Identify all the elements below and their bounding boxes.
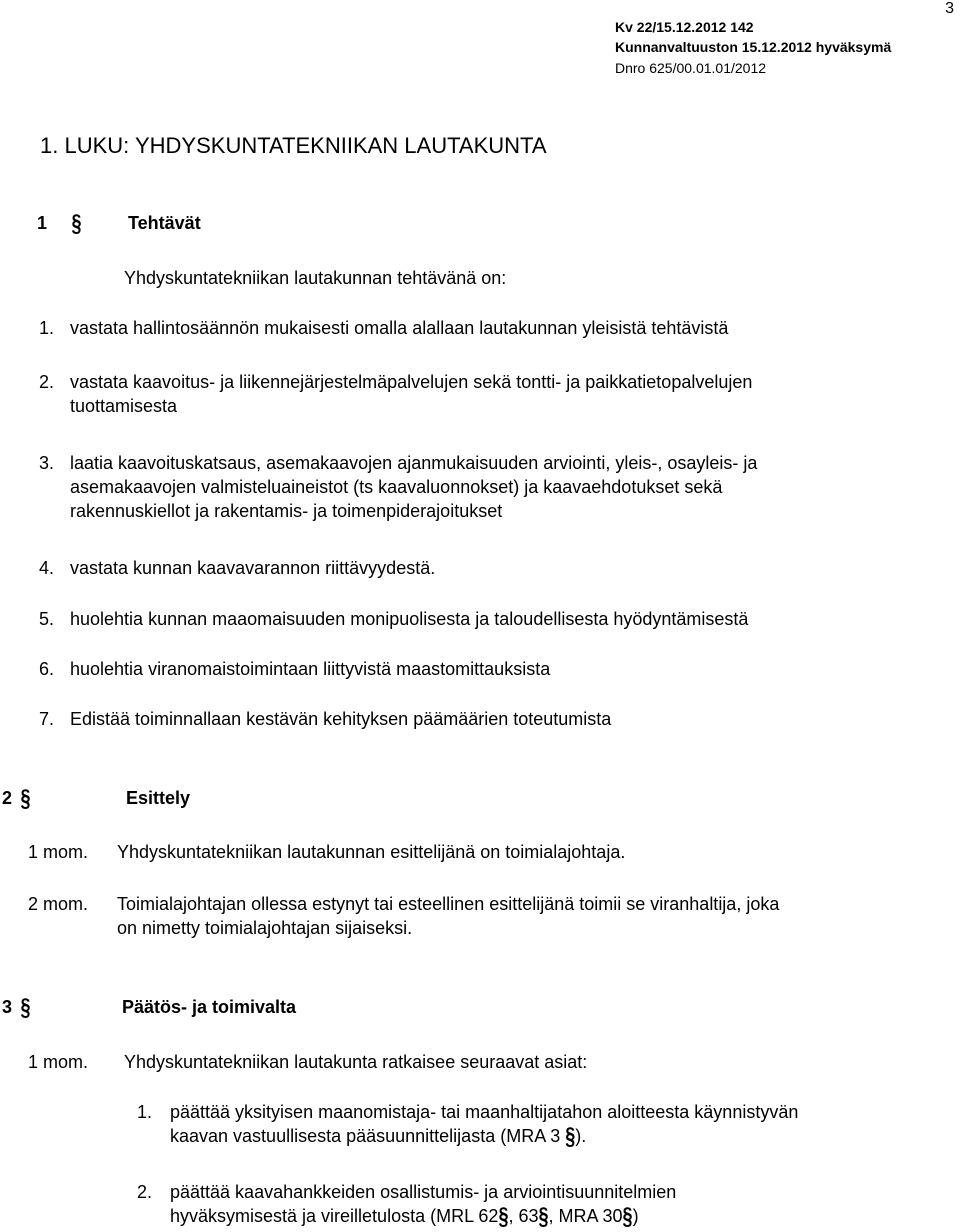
list-item: Edistää toiminnallaan kestävän kehityksen päämäärien toteutumista bbox=[70, 709, 612, 729]
section-2-number-sign: 2 § bbox=[2, 784, 31, 812]
section-3-number-sign: 3 § bbox=[2, 993, 31, 1021]
list-item-num: 5. bbox=[39, 609, 55, 629]
section-1-number-sign: 1 § bbox=[37, 209, 82, 237]
list-item: huolehtia viranomaistoimintaan liittyvistä maastomittauksista bbox=[70, 659, 551, 679]
moment-label: 1 mom. bbox=[28, 1052, 89, 1072]
header-approval-line: Kunnanvaltuuston 15.12.2012 hyväksymä bbox=[615, 39, 892, 55]
header-record-number: Dnro 625/00.01.01/2012 bbox=[615, 60, 767, 76]
list-item-num: 2. bbox=[39, 372, 55, 392]
list-item-num: 3. bbox=[39, 453, 55, 473]
section-sign-icon: § bbox=[20, 784, 31, 812]
section-sign-icon: § bbox=[71, 209, 82, 237]
list-item: vastata kunnan kaavavarannon riittävyydestä. bbox=[70, 558, 436, 578]
moment-text: Toimialajohtajan ollessa estynyt tai esteellinen esittelijänä toimii se viranhaltija, joka on nimetty toimialajohtajan sijaiseksi. bbox=[117, 894, 780, 938]
list-item-num: 4. bbox=[39, 558, 55, 578]
list-item-num: 2. bbox=[137, 1182, 153, 1202]
list-item: huolehtia kunnan maaomaisuuden monipuolisesta ja taloudellisesta hyödyntämisestä bbox=[70, 609, 749, 629]
list-item-num: 6. bbox=[39, 659, 55, 679]
chapter-title: 1. LUKU: YHDYSKUNTATEKNIIKAN LAUTAKUNTA bbox=[40, 133, 547, 158]
list-item-num: 1. bbox=[39, 318, 55, 338]
section-1-title: Tehtävät bbox=[128, 213, 201, 233]
moment-text: Yhdyskuntatekniikan lautakunta ratkaisee seuraavat asiat: bbox=[124, 1052, 588, 1072]
section-sign-icon: § bbox=[498, 1202, 509, 1230]
list-item-num: 7. bbox=[39, 709, 55, 729]
section-sign-icon: § bbox=[622, 1202, 633, 1230]
list-item: vastata kaavoitus- ja liikennejärjestelmäpalvelujen sekä tontti- ja paikkatietopalvelujen tuottamisesta bbox=[70, 372, 753, 416]
page-number: 3 bbox=[945, 0, 954, 17]
list-item: laatia kaavoituskatsaus, asemakaavojen ajanmukaisuuden arviointi, yleis-, osayleis- ja asemakaavojen valmisteluaineistot (ts kaavaluonnokset) ja kaavaehdotukset sekä rakennuskiellot ja rakentamis- ja toimenpiderajoitukset bbox=[70, 453, 758, 521]
section-sign-icon: § bbox=[538, 1202, 549, 1230]
section-sign-icon: § bbox=[565, 1122, 576, 1150]
section-3-title: Päätös- ja toimivalta bbox=[122, 997, 297, 1017]
section-2-title: Esittely bbox=[126, 788, 191, 808]
list-item: päättää kaavahankkeiden osallistumis- ja arviointisuunnitelmien hyväksymisestä ja vireilletulosta (MRL 62§, 63§, MRA 30§) bbox=[170, 1180, 676, 1228]
list-item: vastata hallintosäännön mukaisesti omalla alallaan lautakunnan yleisistä tehtävistä bbox=[70, 318, 729, 338]
list-item-num: 1. bbox=[137, 1102, 153, 1122]
list-item: päättää yksityisen maanomistaja- tai maanhaltijatahon aloitteesta käynnistyvän kaavan vastuullisesta pääsuunnittelijasta (MRA 3 §). bbox=[170, 1100, 798, 1148]
section-1-intro: Yhdyskuntatekniikan lautakunnan tehtävänä on: bbox=[124, 268, 507, 288]
moment-label: 2 mom. bbox=[28, 894, 89, 914]
header-decision-line: Kv 22/15.12.2012 142 bbox=[615, 19, 754, 35]
moment-label: 1 mom. bbox=[28, 842, 89, 862]
moment-text: Yhdyskuntatekniikan lautakunnan esittelijänä on toimialajohtaja. bbox=[117, 842, 626, 862]
section-sign-icon: § bbox=[20, 993, 31, 1021]
